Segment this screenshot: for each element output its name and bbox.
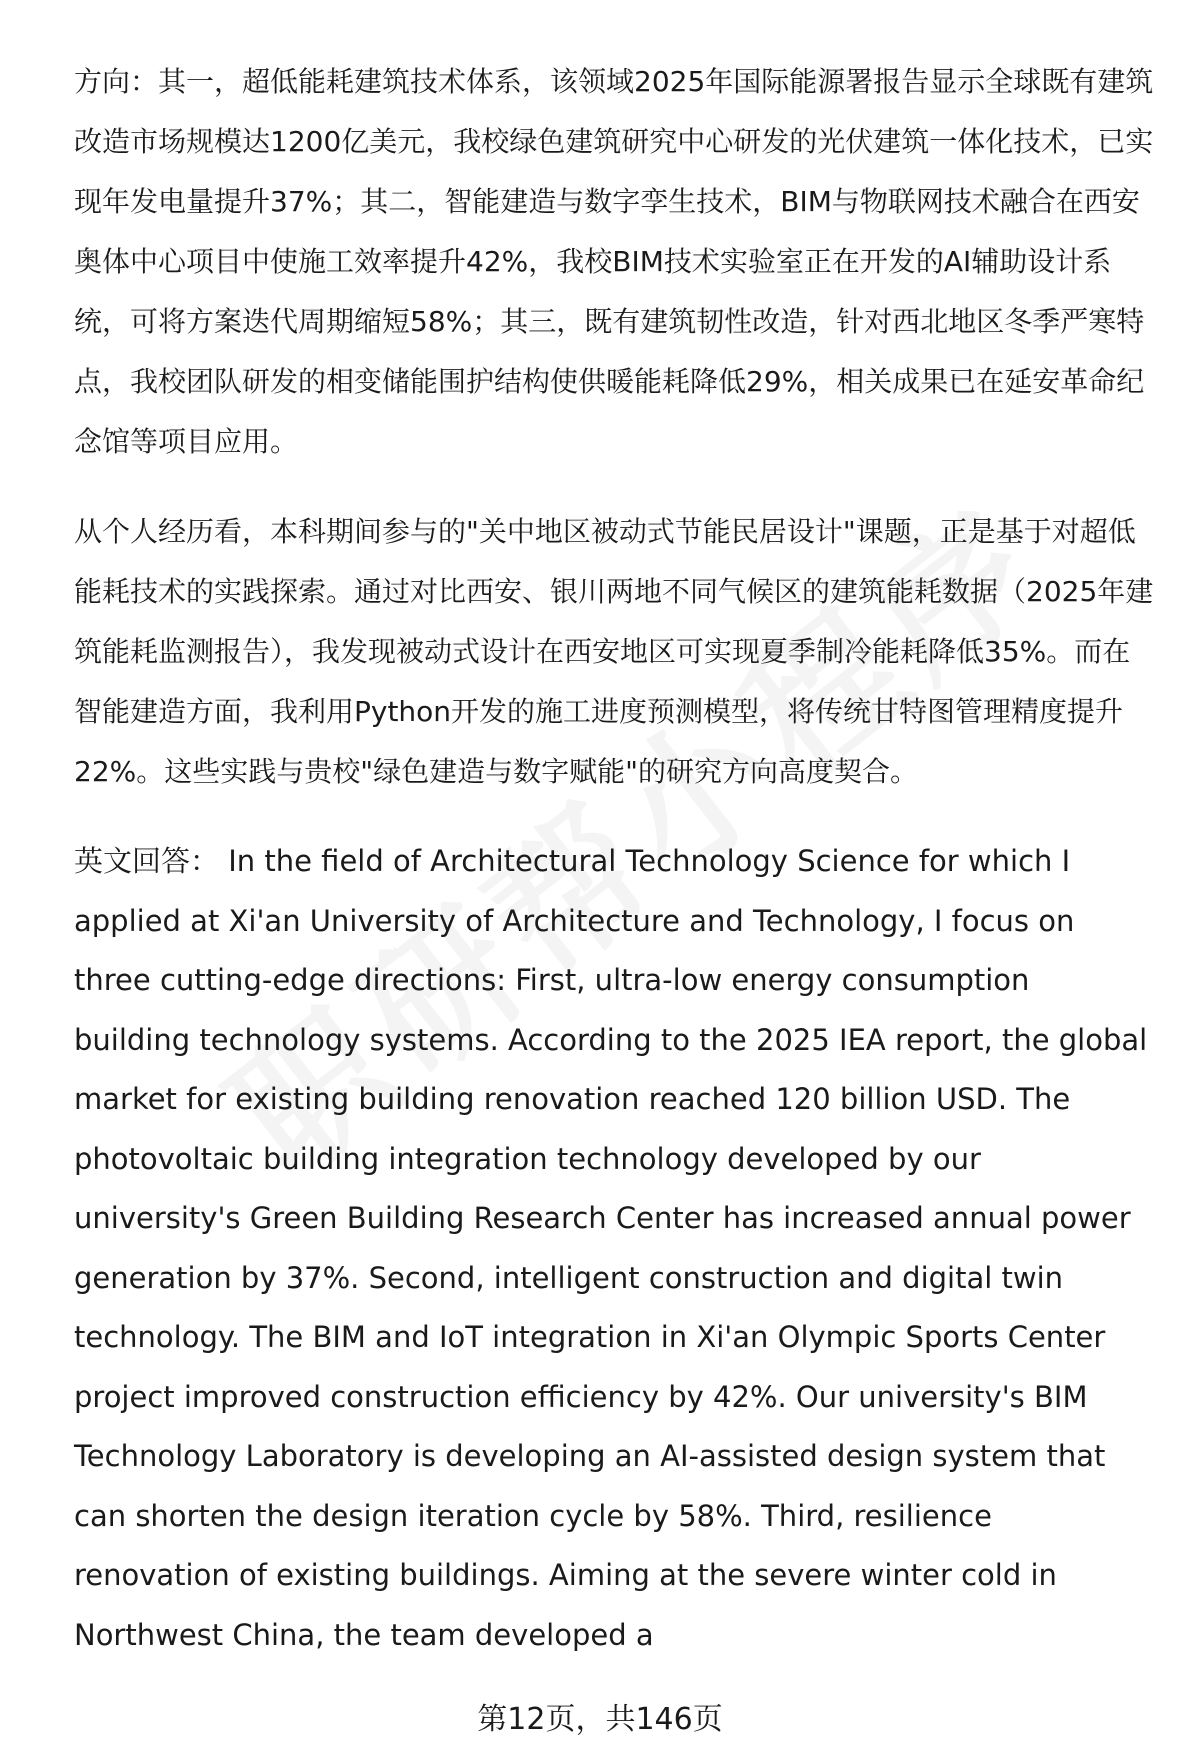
paragraph-english-answer: 英文回答： In the field of Architectural Technology Science for which I applied at Xi'an University of Architecture and Technology, I focus on three cutting-edge directions: First, ultra-low energy consumption building technology systems. According to the 2025 IEA report, the global market for existing building renovation reached 120 billion USD. The photovoltaic building integration technology developed by our university's Green Building Research Center has increased annual power generation by 37%. Second, intelligent construction and digital twin technology. The BIM and IoT integration in Xi'an Olympic Sports Center project improved construction efficiency by 42%. Our university's BIM Technology Laboratory is developing an AI-assisted design system that can shorten the design iteration cycle by 58%. Third, resilience renovation of existing buildings. Aiming at the severe winter cold in Northwest China, the team developed a xyxy=(74,844,1148,1652)
paragraph-research-directions: 方向：其一，超低能耗建筑技术体系，该领域2025年国际能源署报告显示全球既有建筑改造市场规模达1200亿美元，我校绿色建筑研究中心研发的光伏建筑一体化技术，已实现年发电量提升37%；其二，智能建造与数字孪生技术，BIM与物联网技术融合在西安奥体中心项目中使施工效率提升42%，我校BIM技术实验室正在开发的AI辅助设计系统，可将方案迭代周期缩短58%；其三，既有建筑韧性改造，针对西北地区冬季严寒特点，我校团队研发的相变储能围护结构使供暖能耗降低29%，相关成果已在延安革命纪念馆等项目应用。 xyxy=(74,65,1154,458)
page-number: 第12页，共146页 xyxy=(477,1702,723,1737)
document-body xyxy=(74,52,1154,1695)
paragraph-personal-experience: 从个人经历看，本科期间参与的"关中地区被动式节能民居设计"课题，正是基于对超低能耗技术的实践探索。通过对比西安、银川两地不同气候区的建筑能耗数据（2025年建筑能耗监测报告），我发现被动式设计在西安地区可实现夏季制冷能耗降低35%。而在智能建造方面，我利用Python开发的施工进度预测模型，将传统甘特图管理精度提升22%。这些实践与贵校"绿色建造与数字赋能"的研究方向高度契合。 xyxy=(74,515,1154,788)
